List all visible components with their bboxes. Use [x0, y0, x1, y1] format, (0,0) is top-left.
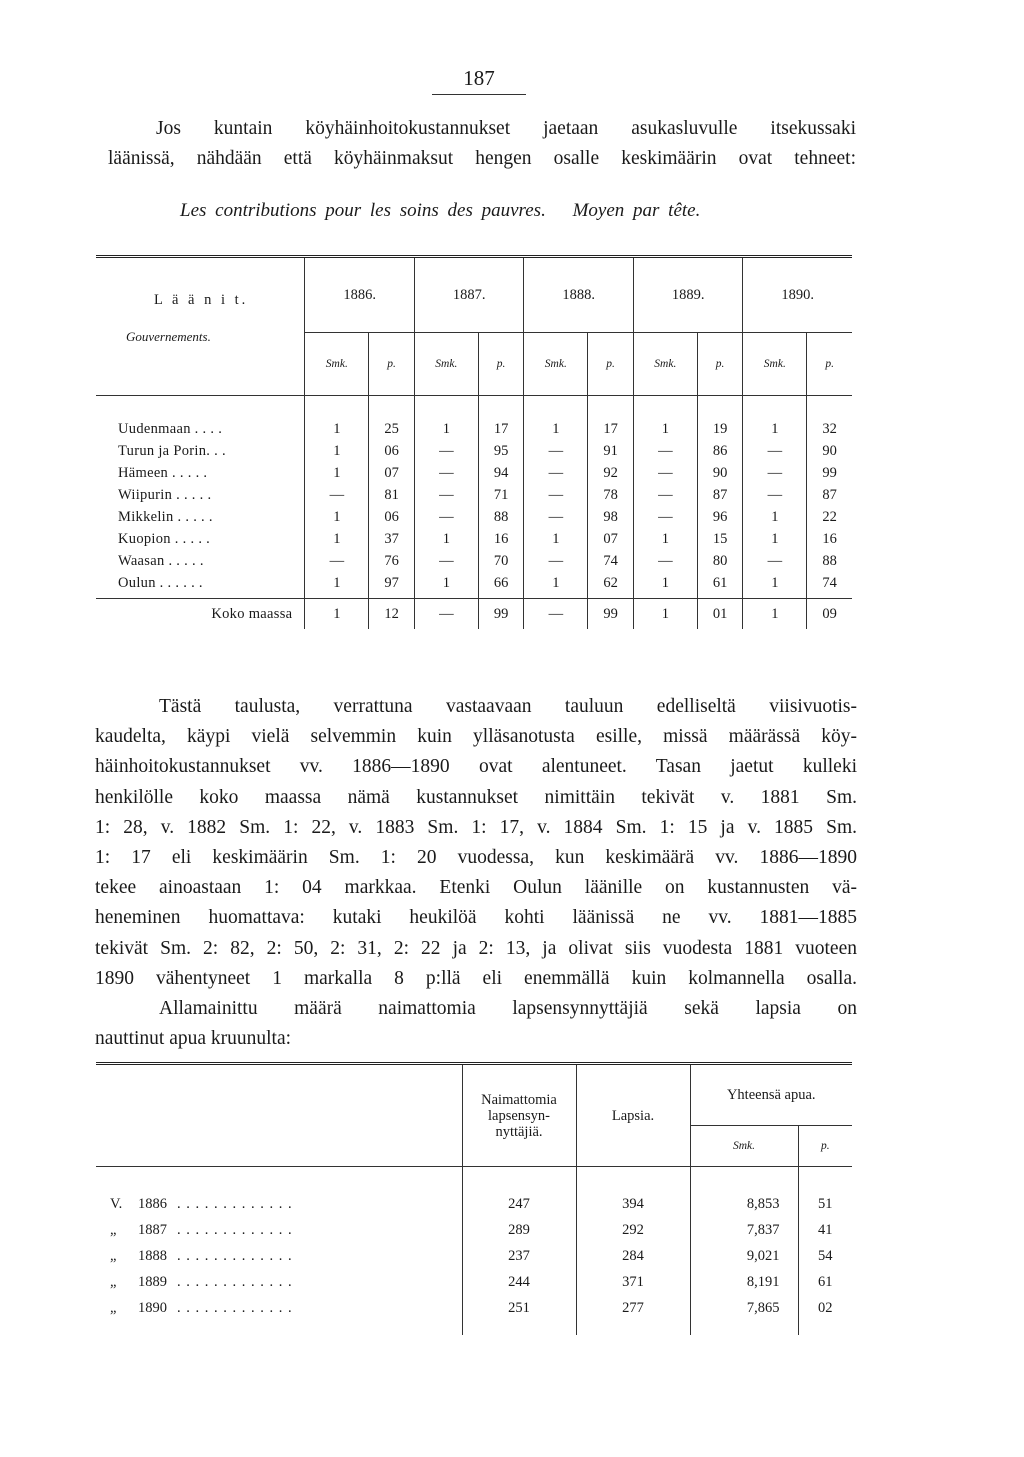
value-smk: —: [743, 484, 807, 506]
value-smk: 1: [743, 506, 807, 528]
value-smk: —: [633, 506, 697, 528]
total-aid-header: Yhteensä apua.: [690, 1064, 852, 1126]
province-name: Mikkelin . . . . .: [118, 509, 213, 525]
table-row: [96, 1243, 852, 1269]
value-smk: 1: [414, 572, 478, 594]
value-p: 25: [369, 396, 415, 441]
value-p: 86: [697, 440, 743, 462]
year-value: 1886: [138, 1196, 167, 1212]
spacer-cell: [462, 1321, 576, 1335]
year-label: [96, 1295, 462, 1321]
value-p: 76: [369, 550, 415, 572]
value-p: 71: [478, 484, 524, 506]
total-smk: —: [524, 599, 588, 630]
value-smk: 1: [743, 396, 807, 441]
value-p: 07: [369, 462, 415, 484]
unit-p: p.: [798, 1126, 852, 1167]
year-value: 1887: [138, 1222, 167, 1238]
leader-dots: . . . . . . . . . . . . .: [177, 1196, 293, 1212]
total-p: 99: [588, 599, 634, 630]
value-p: 06: [369, 440, 415, 462]
value-p: 88: [478, 506, 524, 528]
province-name: Hämeen . . . . .: [118, 465, 208, 481]
table-row: [96, 1217, 852, 1243]
year-header: 1888.: [524, 257, 634, 333]
value-p: 06: [369, 506, 415, 528]
table-row: [96, 1269, 852, 1295]
children-value: 371: [576, 1269, 690, 1295]
spacer-row: [96, 1321, 852, 1335]
body-paragraph: [95, 692, 857, 1054]
unit-smk: Smk.: [305, 333, 369, 396]
value-p: 80: [697, 550, 743, 572]
value-p: 17: [478, 396, 524, 441]
value-p: 95: [478, 440, 524, 462]
year-header: 1887.: [414, 257, 524, 333]
value-p: 91: [588, 440, 634, 462]
unit-p: p.: [588, 333, 634, 396]
value-smk: —: [633, 440, 697, 462]
assistance-table: [96, 1062, 852, 1335]
total-label: Koko maassa: [96, 599, 305, 630]
value-p: 88: [807, 550, 852, 572]
year-prefix: „: [110, 1248, 117, 1264]
value-smk: 1: [305, 396, 369, 441]
value-p: 37: [369, 528, 415, 550]
value-smk: 1: [524, 396, 588, 441]
aid-p-value: 54: [798, 1243, 852, 1269]
table-row: [96, 1167, 852, 1218]
body-line: heneminen huomattava: kutaki heukilöä kohti läänissä ne vv. 1881—1885: [95, 907, 857, 929]
unmarried-mothers-value: 247: [462, 1167, 576, 1218]
body-line: 1: 17 eli keskimäärin Sm. 1: 20 vuodessa, kun keskimäärä vv. 1886—1890: [95, 847, 857, 869]
year-label: [96, 1217, 462, 1243]
year-label: [96, 1167, 462, 1218]
total-p: 01: [697, 599, 743, 630]
unit-p: p.: [807, 333, 852, 396]
table-row: [96, 462, 852, 484]
value-smk: —: [414, 484, 478, 506]
children-value: 284: [576, 1243, 690, 1269]
unmarried-mothers-value: 237: [462, 1243, 576, 1269]
value-p: 96: [697, 506, 743, 528]
province-name: Waasan . . . . .: [118, 553, 204, 569]
province-name: Kuopion . . . . .: [118, 531, 211, 547]
spacer-cell: [798, 1321, 852, 1335]
value-smk: —: [743, 462, 807, 484]
value-smk: 1: [633, 396, 697, 441]
value-smk: 1: [743, 528, 807, 550]
year-header: 1889.: [633, 257, 743, 333]
value-smk: —: [305, 550, 369, 572]
year-prefix: „: [110, 1274, 117, 1290]
value-smk: —: [633, 550, 697, 572]
value-p: 98: [588, 506, 634, 528]
leader-dots: . . . . . . . . . . . . .: [177, 1222, 293, 1238]
unmarried-mothers-value: 289: [462, 1217, 576, 1243]
aid-p-value: 02: [798, 1295, 852, 1321]
unit-p: p.: [478, 333, 524, 396]
unmarried-mothers-value: 251: [462, 1295, 576, 1321]
body-line: Tästä taulusta, verrattuna vastaavaan tauluun edelliseltä viisivuotis-: [159, 696, 857, 717]
year-label: [96, 1269, 462, 1295]
unit-smk: Smk.: [524, 333, 588, 396]
children-header: Lapsia.: [576, 1064, 690, 1167]
subtitle-right: Moyen par tête.: [572, 200, 701, 221]
year-prefix: „: [110, 1300, 117, 1316]
children-value: 277: [576, 1295, 690, 1321]
leader-dots: . . . . . . . . . . . . .: [177, 1248, 293, 1264]
table-subtitle: [180, 200, 820, 222]
unit-p: p.: [369, 333, 415, 396]
value-smk: —: [633, 462, 697, 484]
value-p: 90: [807, 440, 852, 462]
intro-line: Jos kuntain köyhäinhoitokustannukset jaetaan asukasluvulle itsekussaki: [156, 118, 856, 139]
aid-smk-value: 9,021: [690, 1243, 798, 1269]
value-smk: 1: [305, 528, 369, 550]
table-row: [96, 484, 852, 506]
year-value: 1889: [138, 1274, 167, 1290]
intro-paragraph: [108, 114, 856, 174]
unmarried-mothers-header: Naimattomia lapsensyn- nyttäjiä.: [462, 1064, 576, 1167]
table-row: [96, 572, 852, 594]
unit-p: p.: [697, 333, 743, 396]
value-p: 99: [807, 462, 852, 484]
value-smk: 1: [743, 572, 807, 594]
value-smk: —: [743, 550, 807, 572]
row-label-header: [96, 1064, 462, 1167]
value-smk: —: [414, 440, 478, 462]
value-p: 07: [588, 528, 634, 550]
body-line: henkilölle koko maassa nämä kustannukset nimittäin tekivät v. 1881 Sm.: [95, 786, 857, 808]
value-smk: —: [743, 440, 807, 462]
total-p: 12: [369, 599, 415, 630]
body-line: tekee ainoastaan 1: 04 markkaa. Etenki Oulun läänille on kustannusten vä-: [95, 877, 857, 899]
value-p: 17: [588, 396, 634, 441]
province-header: [96, 257, 305, 396]
value-p: 94: [478, 462, 524, 484]
value-p: 61: [697, 572, 743, 594]
value-smk: —: [524, 484, 588, 506]
province-name: Turun ja Porin. . .: [118, 443, 226, 459]
spacer-cell: [690, 1321, 798, 1335]
value-smk: —: [414, 550, 478, 572]
subtitle-left: Les contributions pour les soins des pauvres.: [180, 200, 546, 221]
body-line: häinhoitokustannukset vv. 1886—1890 ovat alentuneet. Tasan jaetut kulleki: [95, 756, 857, 778]
total-smk: 1: [633, 599, 697, 630]
year-label: [96, 1243, 462, 1269]
aid-smk-value: 8,191: [690, 1269, 798, 1295]
value-smk: —: [414, 506, 478, 528]
year-prefix: V.: [110, 1196, 123, 1212]
body-line: kaudelta, käypi vielä selvemmin kuin ylläsanotusta esille, missä määrässä köy-: [95, 726, 857, 748]
value-p: 87: [807, 484, 852, 506]
year-header: 1886.: [305, 257, 415, 333]
unmarried-mothers-value: 244: [462, 1269, 576, 1295]
spacer-cell: [576, 1321, 690, 1335]
leader-dots: . . . . . . . . . . . . .: [177, 1300, 293, 1316]
total-smk: —: [414, 599, 478, 630]
value-p: 87: [697, 484, 743, 506]
total-row: [96, 599, 852, 630]
children-value: 394: [576, 1167, 690, 1218]
value-p: 97: [369, 572, 415, 594]
value-smk: —: [524, 550, 588, 572]
table-row: [96, 550, 852, 572]
table-row: [96, 528, 852, 550]
body-line: Allamainittu määrä naimattomia lapsensynnyttäjiä sekä lapsia on: [159, 998, 857, 1020]
table-row: [96, 396, 852, 441]
value-p: 90: [697, 462, 743, 484]
unit-smk: Smk.: [743, 333, 807, 396]
contributions-table: [96, 255, 852, 629]
value-p: 81: [369, 484, 415, 506]
table-row: [96, 440, 852, 462]
total-p: 09: [807, 599, 852, 630]
value-smk: 1: [305, 440, 369, 462]
value-smk: 1: [414, 528, 478, 550]
aid-smk-value: 7,837: [690, 1217, 798, 1243]
leader-dots: . . . . . . . . . . . . .: [177, 1274, 293, 1290]
province-header-fr: Gouvernements.: [126, 329, 211, 344]
province-name: Uudenmaan . . . .: [96, 396, 305, 441]
value-smk: 1: [305, 572, 369, 594]
total-smk: 1: [743, 599, 807, 630]
aid-p-value: 51: [798, 1167, 852, 1218]
year-header: 1890.: [743, 257, 852, 333]
value-p: 22: [807, 506, 852, 528]
value-p: 70: [478, 550, 524, 572]
aid-p-value: 41: [798, 1217, 852, 1243]
value-p: 74: [588, 550, 634, 572]
table-row: [96, 1295, 852, 1321]
total-smk: 1: [305, 599, 369, 630]
value-smk: 1: [305, 462, 369, 484]
value-p: 19: [697, 396, 743, 441]
value-smk: 1: [524, 572, 588, 594]
spacer-cell: [96, 1321, 462, 1335]
value-smk: —: [305, 484, 369, 506]
value-smk: 1: [414, 396, 478, 441]
aid-p-value: 61: [798, 1269, 852, 1295]
body-line: 1890 vähentyneet 1 markalla 8 p:llä eli enemmällä kuin kolmannella osalla.: [95, 967, 857, 989]
intro-line: läänissä, nähdään että köyhäinmaksut hengen osalle keskimäärin ovat tehneet:: [108, 148, 856, 169]
body-line: nauttinut apua kruunulta:: [95, 1028, 292, 1050]
body-line: 1: 28, v. 1882 Sm. 1: 22, v. 1883 Sm. 1: 17, v. 1884 Sm. 1: 15 ja v. 1885 Sm.: [95, 816, 857, 838]
value-smk: —: [524, 462, 588, 484]
year-value: 1888: [138, 1248, 167, 1264]
value-smk: 1: [633, 528, 697, 550]
year-prefix: „: [110, 1222, 117, 1238]
year-value: 1890: [138, 1300, 167, 1316]
unit-smk: Smk.: [633, 333, 697, 396]
value-p: 32: [807, 396, 852, 441]
value-p: 92: [588, 462, 634, 484]
value-p: 62: [588, 572, 634, 594]
value-smk: —: [633, 484, 697, 506]
value-p: 15: [697, 528, 743, 550]
value-smk: 1: [633, 572, 697, 594]
province-header-fi: L ä ä n i t.: [154, 292, 249, 308]
value-smk: 1: [524, 528, 588, 550]
unit-smk: Smk.: [690, 1126, 798, 1167]
value-smk: —: [524, 506, 588, 528]
value-smk: —: [524, 440, 588, 462]
children-value: 292: [576, 1217, 690, 1243]
province-name: Oulun . . . . . .: [118, 575, 203, 591]
value-p: 16: [807, 528, 852, 550]
total-p: 99: [478, 599, 524, 630]
unit-smk: Smk.: [414, 333, 478, 396]
value-smk: 1: [305, 506, 369, 528]
value-p: 74: [807, 572, 852, 594]
province-name: Wiipurin . . . . .: [118, 487, 212, 503]
value-smk: —: [414, 462, 478, 484]
body-line: tekivät Sm. 2: 82, 2: 50, 2: 31, 2: 22 ja 2: 13, ja olivat siis vuodesta 1881 vuoteen: [95, 937, 857, 959]
aid-smk-value: 7,865: [690, 1295, 798, 1321]
value-p: 66: [478, 572, 524, 594]
value-p: 78: [588, 484, 634, 506]
table-row: [96, 506, 852, 528]
page-number: 187: [432, 66, 526, 95]
aid-smk-value: 8,853: [690, 1167, 798, 1218]
value-p: 16: [478, 528, 524, 550]
